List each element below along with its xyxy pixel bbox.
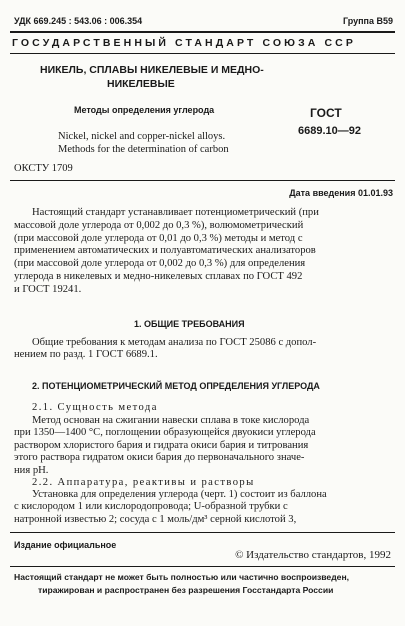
subsection-2-2-text [14,489,390,526]
english-title-cont: Methods for the determination of carbon [58,144,229,155]
section-1-line: нением по разд. 1 ГОСТ 6689.1. [14,349,158,361]
subsection-2-1-text [14,415,390,477]
reproduction-notice-cont: тиражирован и распространен без разрешения Госстандарта России [38,585,334,595]
group-code: Группа В59 [342,16,393,26]
subsection-2-1-line: при 1350—1400 °С, поглощении образующейся двуокиси углерода [14,427,316,439]
subsection-2-2-line: Установка для определения углерода (черт. 1) состоит из баллона [32,489,327,500]
section-1-text [14,337,390,362]
section-1-heading: 1. ОБЩИЕ ТРЕБОВАНИЯ [134,319,245,329]
state-standard-heading: ГОСУДАРСТВЕННЫЙ СТАНДАРТ СОЮЗА ССР [12,37,356,49]
gost-number: 6689.10—92 [298,125,361,137]
title-rule [10,180,395,181]
okstu-code: ОКСТУ 1709 [14,163,73,174]
footer-rule [10,532,395,533]
subsection-2-1-line: Метод основан на сжигании навески сплава в токе кислорода [32,415,310,426]
introduction-date: Дата введения 01.01.93 [289,188,393,198]
section-1-line: Общие требования к методам анализа по ГОСТ 25086 с допол- [32,337,317,348]
document-subtitle: Методы определения углерода [74,105,215,115]
intro-line: и ГОСТ 19241. [14,283,82,295]
intro-line: применением автоматических и полуавтоматических анализаторов [14,245,316,257]
reproduction-notice: Настоящий стандарт не может быть полностью или частично воспроизведен, [14,572,350,582]
intro-line: (при массовой доле углерода от 0,01 до 0,3 %) методы и метод с [14,232,303,244]
header-rule [10,53,395,54]
udk-code: УДК 669.245 : 543.06 : 006.354 [14,16,143,26]
subsection-2-2-line: с кислородом 1 или кислородопровода; U-образной трубки с [14,501,288,513]
footer-bottom-rule [10,566,395,567]
subsection-2-2-title: 2.2. Аппаратура, реактивы и растворы [32,477,255,488]
subsection-2-2-line: натронной известью 2; сосуда с 1 моль/дм³ серной кислотой 3, [14,513,297,525]
copyright-line: © Издательство стандартов, 1992 [235,549,391,561]
top-rule [10,31,395,33]
english-title: Nickel, nickel and copper-nickel alloys. [58,131,226,142]
intro-line: массовой доле углерода от 0,002 до 0,3 %), волюмометрический [14,219,304,231]
intro-line: углерода в никелевых и медно-никелевых сплавах по ГОСТ 492 [14,270,303,282]
subsection-2-1-line: этого раствора гидратом окиси бария до первоначального значе- [14,452,305,464]
official-edition-label: Издание официальное [14,540,117,550]
subsection-2-1-line: ния рН. [14,464,49,476]
section-2-heading: 2. ПОТЕНЦИОМЕТРИЧЕСКИЙ МЕТОД ОПРЕДЕЛЕНИЯ УГЛЕРОДА [32,381,320,391]
intro-paragraph [14,207,390,297]
subsection-2-1-title: 2.1. Сущность метода [32,402,158,413]
intro-line: Настоящий стандарт устанавливает потенциометрический (при [32,207,319,218]
intro-line: (при массовой доле углерода от 0,002 до 0,3 %) для определения [14,258,306,270]
document-title: НИКЕЛЬ, СПЛАВЫ НИКЕЛЕВЫЕ И МЕДНО- [40,64,264,76]
gost-label: ГОСТ [310,106,342,120]
document-title-cont: НИКЕЛЕВЫЕ [107,78,175,90]
subsection-2-1-line: раствором хлористого бария и гидрата окиси бария и титрования [14,439,309,451]
